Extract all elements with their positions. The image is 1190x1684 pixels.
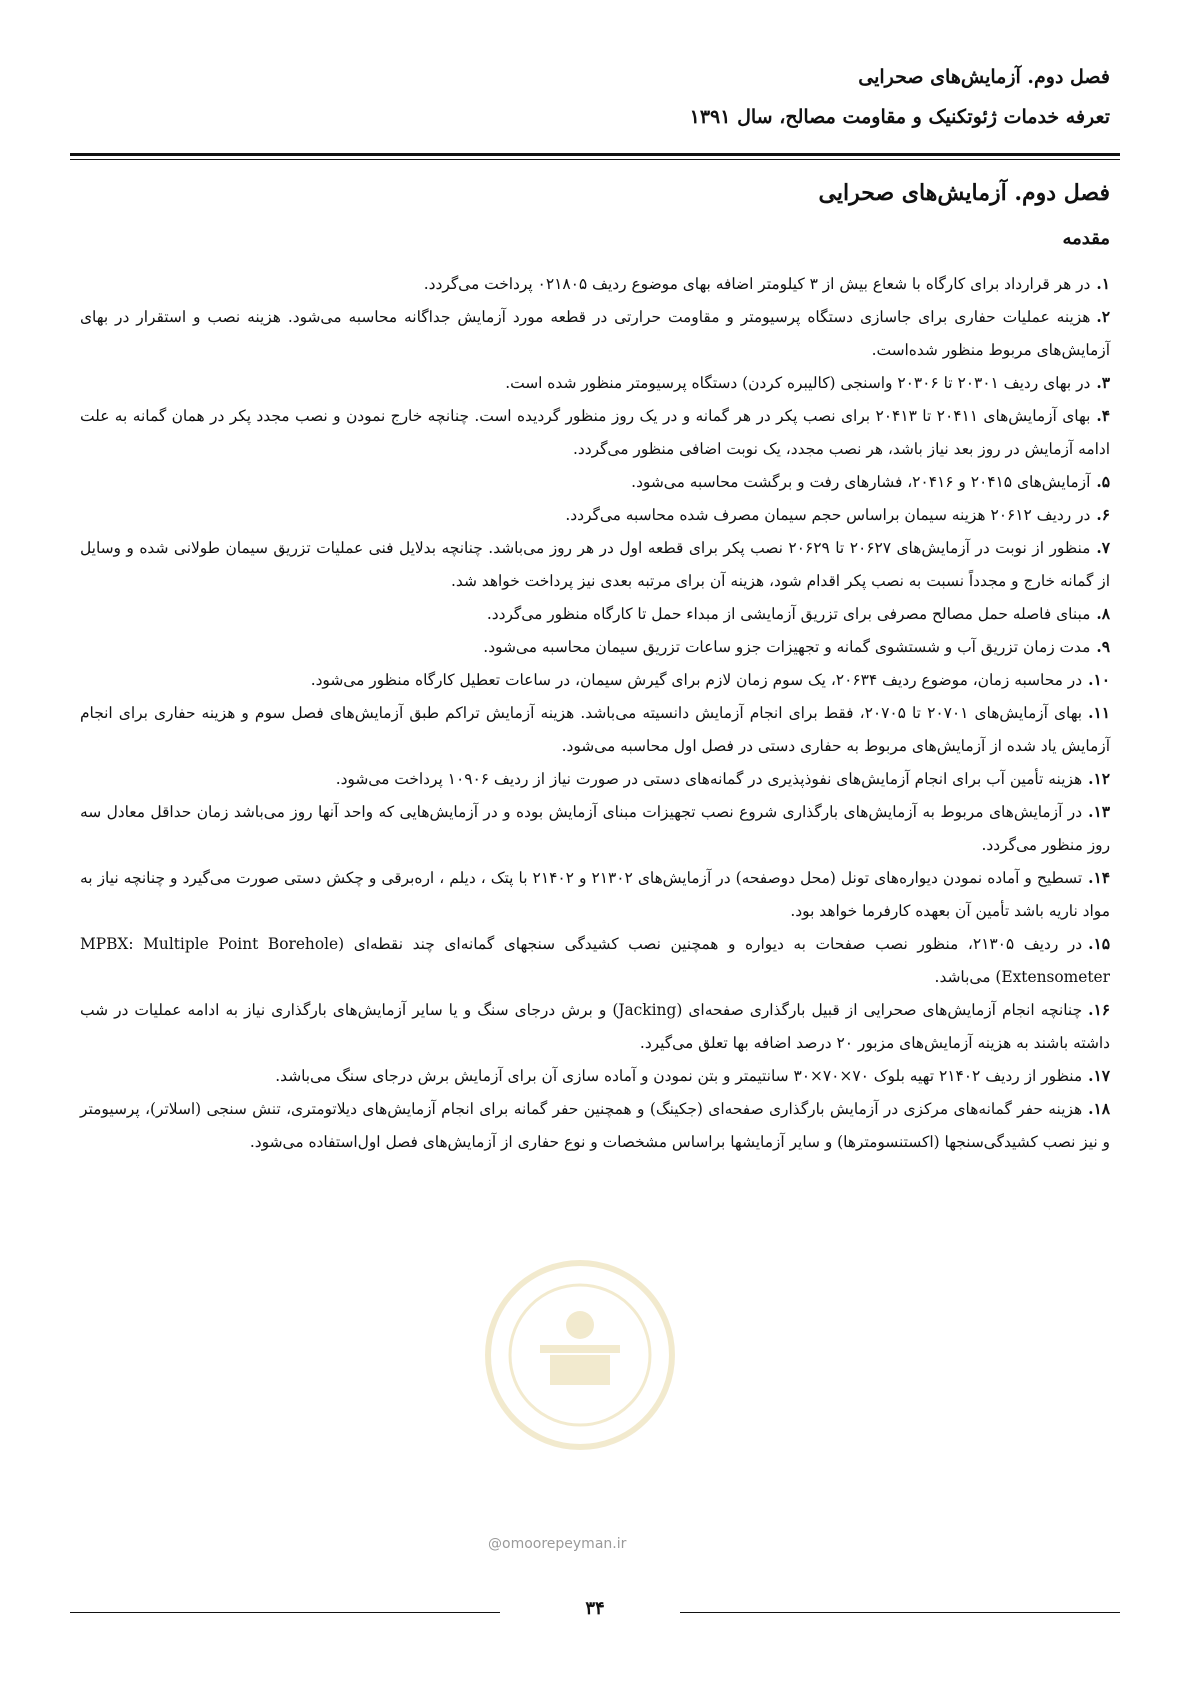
page-footer: [70, 1598, 1120, 1628]
header-rule: [70, 153, 1120, 160]
item-text: منظور از ردیف ۲۱۴۰۲ تهیه بلوک ۷۰×۷۰×۳۰ سانتیمتر و بتن نمودن و آماده سازی آن برای آزمایش برش درجای سنگ می‌باشد.: [275, 1067, 1083, 1085]
item-number: ۳.: [1096, 374, 1110, 392]
list-item: [80, 763, 1110, 796]
item-text: بهای آزمایش‌های ۲۰۷۰۱ تا ۲۰۷۰۵، فقط برای انجام آزمایش دانسیته می‌باشد. هزینه آزمایش تراکم طبق آزمایش‌های فصل سوم و هزینه حفاری برای انجام آزمایش یاد شده از آزمایش‌های مربوط به حفاری دستی در فصل اول محاسبه می‌شود.: [80, 704, 1110, 755]
item-number: ۱۳.: [1088, 803, 1110, 821]
item-number: ۱.: [1096, 275, 1110, 293]
item-number: ۲.: [1096, 308, 1110, 326]
list-item: [80, 301, 1110, 367]
item-text: منظور از نوبت در آزمایش‌های ۲۰۶۲۷ تا ۲۰۶۲۹ نصب پکر برای قطعه اول در هر روز می‌باشد. چنانچه بدلایل فنی عملیات تزریق سیمان طولانی شده و وسایل از گمانه خارج و مجدداً نسبت به نصب پکر اقدام شود، هزینه آن برای مرتبه بعدی نیز پرداخت خواهد شد.: [80, 539, 1110, 590]
list-item: [80, 532, 1110, 598]
item-text: آزمایش‌های ۲۰۴۱۵ و ۲۰۴۱۶، فشارهای رفت و برگشت محاسبه می‌شود.: [631, 473, 1091, 491]
item-text: تسطیح و آماده نمودن دیواره‌های تونل (محل دوصفحه) در آزمایش‌های ۲۱۳۰۲ و ۲۱۴۰۲ با پتک ، دیلم ، اره‌برقی و چکش دستی صورت می‌گیرد و چنانچه نیاز به مواد ناریه باشد تأمین آن بعهده کارفرما خواهد بود.: [80, 869, 1110, 920]
item-number: ۱۰.: [1088, 671, 1110, 689]
item-text: چنانچه انجام آزمایش‌های صحرایی از قبیل بارگذاری صفحه‌ای (Jacking) و برش درجای سنگ و یا سایر آزمایش‌های بارگذاری نیاز به ادامه عملیات در شب داشته باشند به هزینه آزمایش‌های مزبور ۲۰ درصد اضافه بها تعلق می‌گیرد.: [80, 1001, 1110, 1052]
footer-rule-right: [680, 1612, 1120, 1613]
header-chapter: فصل دوم. آزمایش‌های صحرایی: [858, 66, 1110, 88]
section-title: مقدمه: [1062, 228, 1110, 249]
list-item: [80, 1093, 1110, 1159]
item-text: مبنای فاصله حمل مصالح مصرفی برای تزریق آزمایشی از مبداء حمل تا کارگاه منظور می‌گردد.: [486, 605, 1091, 623]
item-text: در محاسبه زمان، موضوع ردیف ۲۰۶۳۴، یک سوم زمان لازم برای گیرش سیمان، در ساعات تعطیل کارگاه منظور می‌شود.: [310, 671, 1083, 689]
item-number: ۱۶.: [1088, 1001, 1110, 1019]
item-number: ۱۴.: [1088, 869, 1111, 887]
item-number: ۹.: [1096, 638, 1110, 656]
item-number: ۶.: [1096, 506, 1110, 524]
chapter-title: فصل دوم. آزمایش‌های صحرایی: [818, 180, 1110, 206]
list-item: [80, 862, 1110, 928]
item-text: هزینه حفر گمانه‌های مرکزی در آزمایش بارگذاری صفحه‌ای (جکینگ) و همچنین حفر گمانه برای انجام آزمایش‌های دیلاتومتری، تنش سنجی (اسلاتر)، پرسیومتر و نیز نصب کشیدگی‌سنجها (اکستنسومترها) و سایر آزمایشها براساس مشخصات و نوع حفاری از آزمایش‌های فصل اول‌استفاده می‌شود.: [80, 1100, 1110, 1151]
item-text: در آزمایش‌های مربوط به آزمایش‌های بارگذاری شروع نصب تجهیزات مبنای آزمایش بوده و در آزمایش‌هایی که واحد آنها روز می‌باشد زمان حداقل معادل سه روز منظور می‌گردد.: [80, 803, 1110, 854]
list-item: [80, 796, 1110, 862]
list-item: [80, 1060, 1110, 1093]
item-number: ۱۲.: [1088, 770, 1110, 788]
item-text: در بهای ردیف ۲۰۳۰۱ تا ۲۰۳۰۶ واسنجی (کالیبره کردن) دستگاه پرسیومتر منظور شده است.: [505, 374, 1091, 392]
list-item: [80, 928, 1110, 994]
seal-watermark-icon: [480, 1255, 680, 1455]
item-number: ۱۸.: [1088, 1100, 1110, 1118]
list-item: [80, 631, 1110, 664]
list-item: [80, 367, 1110, 400]
item-number: ۵.: [1096, 473, 1110, 491]
list-item: [80, 994, 1110, 1060]
item-text: هزینه تأمین آب برای انجام آزمایش‌های نفوذپذیری در گمانه‌های دستی در صورت نیاز از ردیف ۱۰۹۰۶ پرداخت می‌شود.: [335, 770, 1083, 788]
item-number: ۸.: [1096, 605, 1110, 623]
item-number: ۱۵.: [1088, 935, 1111, 953]
content-body: [80, 268, 1110, 1159]
item-number: ۱۷.: [1088, 1067, 1110, 1085]
item-text: مدت زمان تزریق آب و شستشوی گمانه و تجهیزات جزو ساعات تزریق سیمان محاسبه می‌شود.: [483, 638, 1091, 656]
item-text: بهای آزمایش‌های ۲۰۴۱۱ تا ۲۰۴۱۳ برای نصب پکر در هر گمانه و در یک روز منظور گردیده است. چنانچه خارج نمودن و نصب مجدد پکر در همان گمانه به علت ادامه آزمایش در روز بعد نیاز باشد، هر نصب مجدد، یک نوبت اضافی منظور می‌گردد.: [80, 407, 1110, 458]
watermark-text: @omoorepeyman.ir: [488, 1536, 627, 1552]
item-text: در ردیف ۲۰۶۱۲ هزینه سیمان براساس حجم سیمان مصرف شده محاسبه می‌گردد.: [565, 506, 1091, 524]
running-header: [80, 60, 1110, 134]
header-tariff: تعرفه خدمات ژئوتکنیک و مقاومت مصالح، سال ۱۳۹۱: [689, 106, 1110, 128]
list-item: [80, 664, 1110, 697]
list-item: [80, 268, 1110, 301]
item-number: ۷.: [1096, 539, 1110, 557]
item-text: در هر قرارداد برای کارگاه با شعاع بیش از ۳ کیلومتر اضافه بهای موضوع ردیف ۰۲۱۸۰۵ پرداخت می‌گردد.: [423, 275, 1091, 293]
item-number: ۱۱.: [1088, 704, 1110, 722]
page-number: ۳۴: [585, 1598, 605, 1619]
item-number: ۴.: [1096, 407, 1111, 425]
list-item: [80, 400, 1110, 466]
list-item: [80, 499, 1110, 532]
list-item: [80, 598, 1110, 631]
item-text: هزینه عملیات حفاری برای جاسازی دستگاه پرسیومتر و مقاومت حرارتی در قطعه مورد آزمایش جداگانه محاسبه می‌شود. هزینه نصب و استقرار در بهای آزمایش‌های مربوط منظور شده‌است.: [80, 308, 1110, 359]
list-item: [80, 697, 1110, 763]
list-item: [80, 466, 1110, 499]
item-text: در ردیف ۲۱۳۰۵، منظور نصب صفحات به دیواره و همچنین نصب کشیدگی سنجهای گمانه‌ای چند نقطه‌ای (MPBX: Multiple Point Borehole Extensometer) می‌باشد.: [80, 935, 1110, 986]
